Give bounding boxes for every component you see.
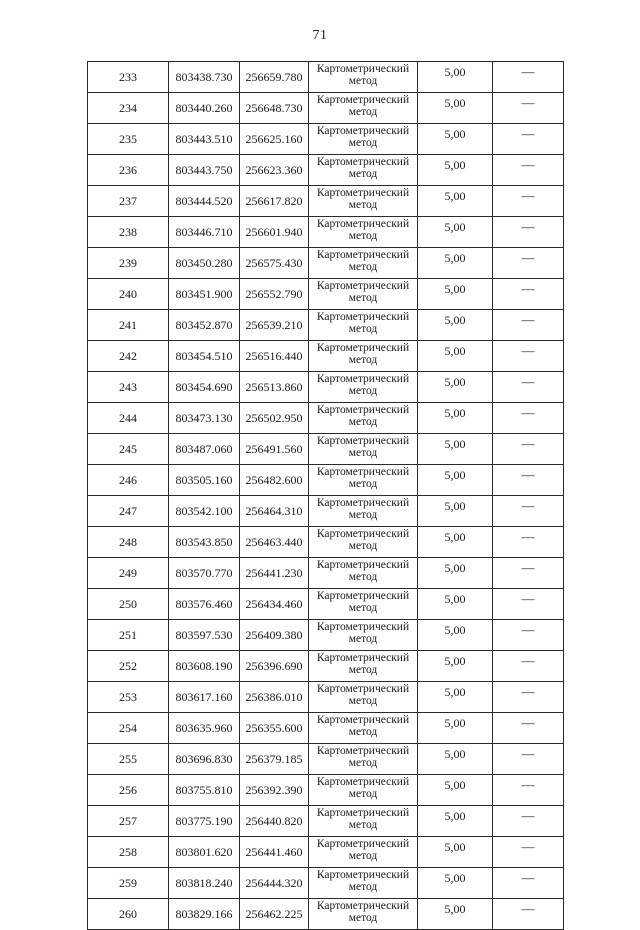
point-number-cell: 255 [88,744,169,775]
method-cell [309,93,418,124]
note-cell: — [493,744,564,775]
y-coordinate-cell: 256623.360 [240,155,309,186]
x-coordinate-cell: 803473.130 [169,403,240,434]
note-cell: — [493,403,564,434]
method-cell [309,310,418,341]
method-line-1: Картометрический [316,311,410,323]
note-cell: — [493,682,564,713]
y-coordinate-cell: 256539.210 [240,310,309,341]
method-line-1: Картометрический [316,94,410,106]
note-cell: — [493,620,564,651]
method-cell [309,899,418,930]
method-line-2: метод [348,168,378,180]
method-line-1: Картометрический [316,869,410,881]
method-line-2: метод [348,602,378,614]
accuracy-cell: 5,00 [418,589,493,620]
note-cell: — [493,248,564,279]
x-coordinate-cell: 803454.690 [169,372,240,403]
y-coordinate-cell: 256516.440 [240,341,309,372]
x-coordinate-cell: 803454.510 [169,341,240,372]
method-line-2: метод [348,75,378,87]
method-line-2: метод [348,819,378,831]
table-row [88,248,564,279]
y-coordinate-cell: 256440.820 [240,806,309,837]
method-cell [309,155,418,186]
y-coordinate-cell: 256392.390 [240,775,309,806]
accuracy-cell: 5,00 [418,620,493,651]
accuracy-cell: 5,00 [418,155,493,186]
method-cell [309,806,418,837]
x-coordinate-cell: 803775.190 [169,806,240,837]
method-line-1: Картометрический [316,466,410,478]
method-line-2: метод [348,633,378,645]
table-row [88,372,564,403]
accuracy-cell: 5,00 [418,279,493,310]
table-row [88,527,564,558]
point-number-cell: 256 [88,775,169,806]
point-number-cell: 246 [88,465,169,496]
method-line-1: Картометрический [316,683,410,695]
method-line-2: метод [348,912,378,924]
coordinates-table-container [87,61,559,930]
y-coordinate-cell: 256502.950 [240,403,309,434]
note-cell: — [493,372,564,403]
accuracy-cell: 5,00 [418,186,493,217]
method-cell [309,186,418,217]
method-line-2: метод [348,292,378,304]
y-coordinate-cell: 256396.690 [240,651,309,682]
table-row [88,62,564,93]
method-line-2: метод [348,230,378,242]
point-number-cell: 249 [88,558,169,589]
method-line-1: Картометрический [316,745,410,757]
method-line-2: метод [348,881,378,893]
x-coordinate-cell: 803755.810 [169,775,240,806]
method-line-2: метод [348,509,378,521]
y-coordinate-cell: 256617.820 [240,186,309,217]
table-row [88,155,564,186]
table-row [88,279,564,310]
note-cell: — [493,837,564,868]
method-line-1: Картометрический [316,528,410,540]
y-coordinate-cell: 256463.440 [240,527,309,558]
point-number-cell: 234 [88,93,169,124]
method-cell [309,279,418,310]
point-number-cell: 257 [88,806,169,837]
point-number-cell: 258 [88,837,169,868]
method-line-1: Картометрический [316,435,410,447]
table-row [88,434,564,465]
method-cell [309,744,418,775]
method-line-2: метод [348,447,378,459]
x-coordinate-cell: 803635.960 [169,713,240,744]
point-number-cell: 238 [88,217,169,248]
method-cell [309,434,418,465]
method-line-2: метод [348,540,378,552]
method-cell [309,837,418,868]
table-row [88,682,564,713]
note-cell: — [493,124,564,155]
y-coordinate-cell: 256434.460 [240,589,309,620]
y-coordinate-cell: 256444.320 [240,868,309,899]
point-number-cell: 260 [88,899,169,930]
method-cell [309,651,418,682]
coordinates-table [87,61,564,930]
point-number-cell: 233 [88,62,169,93]
y-coordinate-cell: 256482.600 [240,465,309,496]
method-cell [309,589,418,620]
point-number-cell: 254 [88,713,169,744]
table-row [88,310,564,341]
y-coordinate-cell: 256441.460 [240,837,309,868]
method-line-2: метод [348,261,378,273]
table-row [88,558,564,589]
accuracy-cell: 5,00 [418,744,493,775]
method-line-1: Картометрический [316,652,410,664]
table-row [88,217,564,248]
point-number-cell: 252 [88,651,169,682]
method-line-1: Картометрический [316,156,410,168]
table-row [88,775,564,806]
x-coordinate-cell: 803829.166 [169,899,240,930]
table-row [88,589,564,620]
method-cell [309,403,418,434]
method-line-2: метод [348,416,378,428]
coordinates-table-body [88,62,564,930]
method-cell [309,527,418,558]
accuracy-cell: 5,00 [418,806,493,837]
table-row [88,186,564,217]
method-cell [309,682,418,713]
note-cell: — [493,558,564,589]
note-cell: — [493,310,564,341]
accuracy-cell: 5,00 [418,124,493,155]
method-line-1: Картометрический [316,590,410,602]
y-coordinate-cell: 256552.790 [240,279,309,310]
note-cell: — [493,868,564,899]
method-line-1: Картометрический [316,63,410,75]
x-coordinate-cell: 803438.730 [169,62,240,93]
method-line-2: метод [348,354,378,366]
method-line-1: Картометрический [316,559,410,571]
accuracy-cell: 5,00 [418,558,493,589]
point-number-cell: 248 [88,527,169,558]
method-line-1: Картометрический [316,807,410,819]
accuracy-cell: 5,00 [418,217,493,248]
accuracy-cell: 5,00 [418,310,493,341]
x-coordinate-cell: 803443.510 [169,124,240,155]
table-row [88,620,564,651]
method-line-1: Картометрический [316,404,410,416]
x-coordinate-cell: 803608.190 [169,651,240,682]
table-row [88,403,564,434]
y-coordinate-cell: 256441.230 [240,558,309,589]
point-number-cell: 241 [88,310,169,341]
table-row [88,744,564,775]
note-cell: — [493,775,564,806]
y-coordinate-cell: 256648.730 [240,93,309,124]
point-number-cell: 251 [88,620,169,651]
method-line-1: Картометрический [316,714,410,726]
method-line-1: Картометрический [316,280,410,292]
table-row [88,868,564,899]
accuracy-cell: 5,00 [418,62,493,93]
x-coordinate-cell: 803487.060 [169,434,240,465]
note-cell: — [493,93,564,124]
point-number-cell: 239 [88,248,169,279]
method-line-2: метод [348,726,378,738]
accuracy-cell: 5,00 [418,868,493,899]
method-cell [309,713,418,744]
y-coordinate-cell: 256462.225 [240,899,309,930]
table-row [88,837,564,868]
accuracy-cell: 5,00 [418,496,493,527]
accuracy-cell: 5,00 [418,837,493,868]
method-line-1: Картометрический [316,249,410,261]
note-cell: — [493,186,564,217]
method-cell [309,62,418,93]
y-coordinate-cell: 256355.600 [240,713,309,744]
method-line-2: метод [348,571,378,583]
table-row [88,806,564,837]
method-cell [309,341,418,372]
x-coordinate-cell: 803450.280 [169,248,240,279]
method-line-2: метод [348,137,378,149]
method-cell [309,248,418,279]
x-coordinate-cell: 803446.710 [169,217,240,248]
method-cell [309,465,418,496]
accuracy-cell: 5,00 [418,682,493,713]
x-coordinate-cell: 803696.830 [169,744,240,775]
note-cell: — [493,589,564,620]
x-coordinate-cell: 803576.460 [169,589,240,620]
accuracy-cell: 5,00 [418,248,493,279]
y-coordinate-cell: 256513.860 [240,372,309,403]
point-number-cell: 242 [88,341,169,372]
x-coordinate-cell: 803818.240 [169,868,240,899]
point-number-cell: 237 [88,186,169,217]
accuracy-cell: 5,00 [418,403,493,434]
accuracy-cell: 5,00 [418,899,493,930]
x-coordinate-cell: 803451.900 [169,279,240,310]
table-row [88,496,564,527]
x-coordinate-cell: 803570.770 [169,558,240,589]
y-coordinate-cell: 256379.185 [240,744,309,775]
method-line-1: Картометрический [316,187,410,199]
point-number-cell: 243 [88,372,169,403]
method-line-2: метод [348,788,378,800]
method-cell [309,620,418,651]
note-cell: — [493,713,564,744]
method-cell [309,558,418,589]
method-line-2: метод [348,385,378,397]
point-number-cell: 235 [88,124,169,155]
x-coordinate-cell: 803801.620 [169,837,240,868]
note-cell: — [493,434,564,465]
table-row [88,124,564,155]
note-cell: — [493,651,564,682]
note-cell: — [493,899,564,930]
note-cell: — [493,341,564,372]
x-coordinate-cell: 803443.750 [169,155,240,186]
point-number-cell: 247 [88,496,169,527]
y-coordinate-cell: 256386.010 [240,682,309,713]
method-line-2: метод [348,757,378,769]
accuracy-cell: 5,00 [418,341,493,372]
table-row [88,341,564,372]
accuracy-cell: 5,00 [418,93,493,124]
y-coordinate-cell: 256491.560 [240,434,309,465]
y-coordinate-cell: 256464.310 [240,496,309,527]
method-line-2: метод [348,323,378,335]
table-row [88,465,564,496]
x-coordinate-cell: 803452.870 [169,310,240,341]
method-cell [309,372,418,403]
method-line-1: Картометрический [316,900,410,912]
note-cell: — [493,62,564,93]
table-row [88,651,564,682]
y-coordinate-cell: 256575.430 [240,248,309,279]
method-line-2: метод [348,664,378,676]
x-coordinate-cell: 803617.160 [169,682,240,713]
method-line-1: Картометрический [316,342,410,354]
method-line-2: метод [348,478,378,490]
note-cell: — [493,155,564,186]
accuracy-cell: 5,00 [418,372,493,403]
method-cell [309,775,418,806]
x-coordinate-cell: 803444.520 [169,186,240,217]
note-cell: — [493,806,564,837]
page-number: 71 [312,28,328,43]
x-coordinate-cell: 803543.850 [169,527,240,558]
table-row [88,93,564,124]
method-line-2: метод [348,850,378,862]
method-line-1: Картометрический [316,776,410,788]
method-line-2: метод [348,199,378,211]
y-coordinate-cell: 256409.380 [240,620,309,651]
point-number-cell: 240 [88,279,169,310]
method-line-1: Картометрический [316,218,410,230]
accuracy-cell: 5,00 [418,434,493,465]
accuracy-cell: 5,00 [418,775,493,806]
method-cell [309,217,418,248]
accuracy-cell: 5,00 [418,713,493,744]
point-number-cell: 236 [88,155,169,186]
method-line-1: Картометрический [316,373,410,385]
y-coordinate-cell: 256601.940 [240,217,309,248]
note-cell: — [493,217,564,248]
x-coordinate-cell: 803542.100 [169,496,240,527]
point-number-cell: 250 [88,589,169,620]
accuracy-cell: 5,00 [418,651,493,682]
y-coordinate-cell: 256625.160 [240,124,309,155]
method-line-2: метод [348,106,378,118]
table-row [88,713,564,744]
point-number-cell: 244 [88,403,169,434]
method-line-2: метод [348,695,378,707]
point-number-cell: 259 [88,868,169,899]
accuracy-cell: 5,00 [418,527,493,558]
method-cell [309,496,418,527]
method-line-1: Картометрический [316,621,410,633]
table-row [88,899,564,930]
x-coordinate-cell: 803597.530 [169,620,240,651]
x-coordinate-cell: 803440.260 [169,93,240,124]
method-line-1: Картометрический [316,497,410,509]
point-number-cell: 245 [88,434,169,465]
x-coordinate-cell: 803505.160 [169,465,240,496]
accuracy-cell: 5,00 [418,465,493,496]
note-cell: — [493,279,564,310]
point-number-cell: 253 [88,682,169,713]
note-cell: — [493,496,564,527]
method-line-1: Картометрический [316,125,410,137]
note-cell: — [493,527,564,558]
method-cell [309,868,418,899]
method-line-1: Картометрический [316,838,410,850]
y-coordinate-cell: 256659.780 [240,62,309,93]
note-cell: — [493,465,564,496]
method-cell [309,124,418,155]
